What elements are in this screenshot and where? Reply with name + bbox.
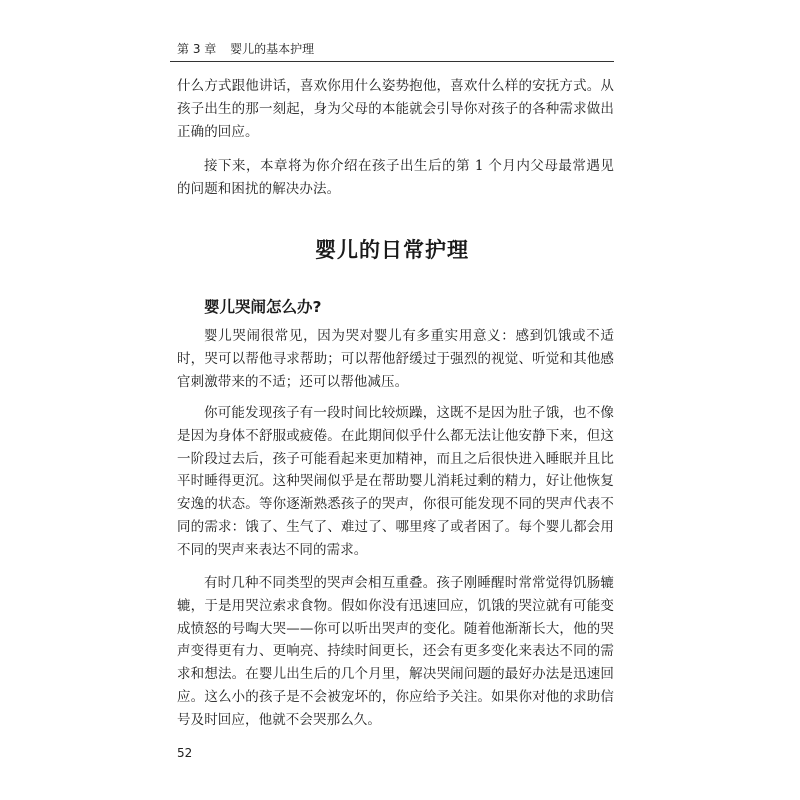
subsection-title: 婴儿哭闹怎么办? <box>204 298 322 316</box>
header-divider <box>170 61 614 62</box>
paragraph-crying-reasons: 婴儿哭闹很常见，因为哭对婴儿有多重实用意义：感到饥饿或不适时，哭可以帮他寻求帮助；可以帮他舒缓过于强烈的视觉、听觉和其他感官刺激带来的不适；还可以帮他减压。 <box>177 328 614 390</box>
paragraph-chapter-overview: 接下来，本章将为你介绍在孩子出生后的第 1 个月内父母最常遇见的问题和困扰的解决办法。 <box>177 158 614 197</box>
section-title: 婴儿的日常护理 <box>315 238 469 262</box>
paragraph-intro-continued: 什么方式跟他讲话，喜欢你用什么姿势抱他，喜欢什么样的安抚方式。从孩子出生的那一刻起，身为父母的本能就会引导你对孩子的各种需求做出正确的回应。 <box>177 78 614 140</box>
running-header <box>177 40 314 57</box>
chapter-title: 婴儿的基本护理 <box>230 42 315 56</box>
page-number: 52 <box>177 746 193 760</box>
paragraph-cry-types: 有时几种不同类型的哭声会相互重叠。孩子刚睡醒时常常觉得饥肠辘辘，于是用哭泣索求食物。假如你没有迅速回应，饥饿的哭泣就有可能变成愤怒的号啕大哭——你可以听出哭声的变化。随着他渐渐长大，他的哭声变得更有力、更响亮、持续时间更长，还会有更多变化来表达不同的需求和想法。在婴儿出生后的几个月里，解决哭闹问题的最好办法是迅速回应。这么小的孩子是不会被宠坏的，你应给予关注。如果你对他的求助信号及时回应，他就不会哭那么久。 <box>177 575 614 728</box>
paragraph-fussy-period: 你可能发现孩子有一段时间比较烦躁，这既不是因为肚子饿，也不像是因为身体不舒服或疲倦。在此期间似乎什么都无法让他安静下来，但这一阶段过去后，孩子可能看起来更加精神，而且之后很快进入睡眠并且比平时睡得更沉。这种哭闹似乎是在帮助婴儿消耗过剩的精力，好让他恢复安逸的状态。等你逐渐熟悉孩子的哭声，你很可能发现不同的哭声代表不同的需求：饿了、生气了、难过了、哪里疼了或者困了。每个婴儿都会用不同的哭声来表达不同的需求。 <box>177 405 614 558</box>
chapter-number: 第 3 章 <box>177 42 217 56</box>
